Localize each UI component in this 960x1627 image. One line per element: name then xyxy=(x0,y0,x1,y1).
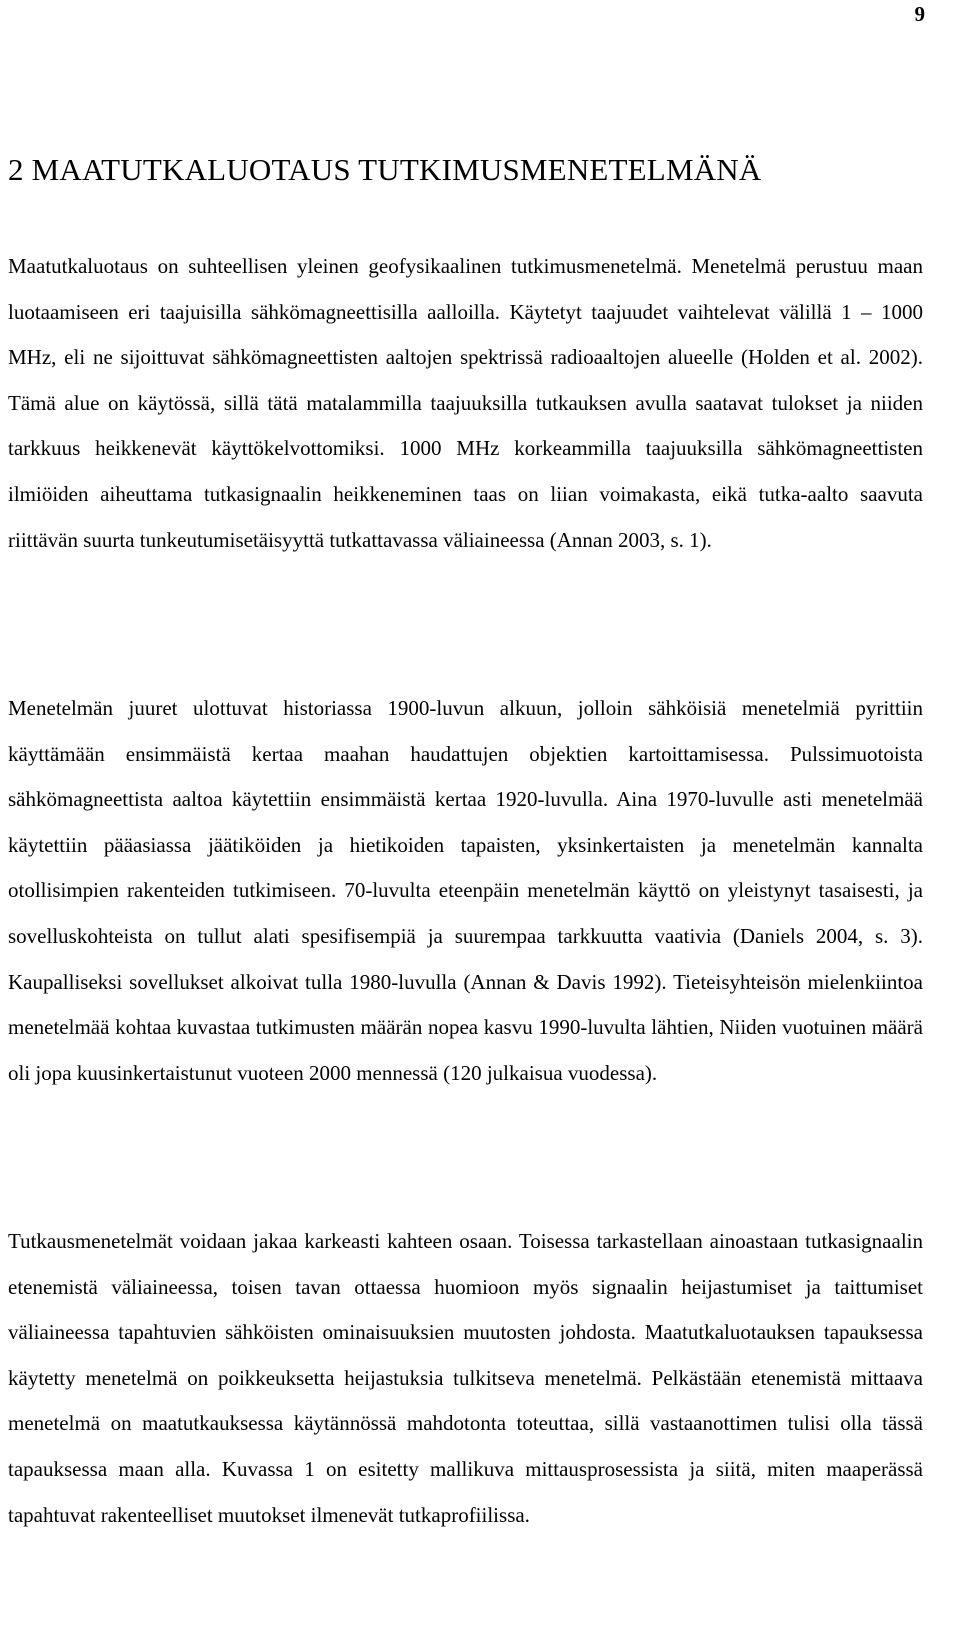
paragraph-gpr-introduction: Maatutkaluotaus on suhteellisen yleinen geofysikaalinen tutkimusmenetelmä. Menetelmä perustuu maan luotaamiseen eri taajuisilla sähkömagneettisilla aalloilla. Käytetyt taajuudet vaihtelevat välillä 1 – 1000 MHz, eli ne sijoittuvat sähkömagneettisten aaltojen spektrissä radioaaltojen alueelle (Holden et al. 2002). Tämä alue on käytössä, sillä tätä matalammilla taajuuksilla tutkauksen avulla saatavat tulokset ja niiden tarkkuus heikkenevät käyttökelvottomiksi. 1000 MHz korkeammilla taajuuksilla sähkömagneettisten ilmiöiden aiheuttama tutkasignaalin heikkeneminen taas on liian voimakasta, eikä tutka-aalto saavuta riittävän suurta tunkeutumisetäisyyttä tutkattavassa väliaineessa (Annan 2003, s. 1). xyxy=(8,254,923,552)
paragraph-gpr-history: Menetelmän juuret ulottuvat historiassa 1900-luvun alkuun, jolloin sähköisiä menetelmiä pyrittiin käyttämään ensimmäistä kertaa maahan haudattujen objektien kartoittamisessa. Pulssimuotoista sähkömagneettista aaltoa käytettiin ensimmäistä kertaa 1920-luvulla. Aina 1970-luvulle asti menetelmää käytettiin pääasiassa jäätiköiden ja hietikoiden tapaisten, yksinkertaisten ja menetelmän kannalta otollisimpien rakenteiden tutkimiseen. 70-luvulta eteenpäin menetelmän käyttö on yleistynyt tasaisesti, ja sovelluskohteista on tullut alati spesifisempiä ja suurempaa tarkkuutta vaativia (Daniels 2004, s. 3). Kaupalliseksi sovellukset alkoivat tulla 1980-luvulla (Annan & Davis 1992). Tieteisyhteisön mielenkiintoa menetelmää kohtaa kuvastaa tutkimusten määrän nopea kasvu 1990-luvulta lähtien, Niiden vuotuinen määrä oli jopa kuusinkertaistunut vuoteen 2000 mennessä (120 julkaisua vuodessa). xyxy=(8,696,923,1085)
paragraph-radar-methods: Tutkausmenetelmät voidaan jakaa karkeasti kahteen osaan. Toisessa tarkastellaan ainoastaan tutkasignaalin etenemistä väliaineessa, toisen tavan ottaessa huomioon myös signaalin heijastumiset ja taittumiset väliaineessa tapahtuvien sähköisten ominaisuuksien muutosten johdosta. Maatutkaluotauksen tapauksessa käytetty menetelmä on poikkeuksetta heijastuksia tulkitseva menetelmä. Pelkästään etenemistä mittaava menetelmä on maatutkauksessa käytännössä mahdotonta toteuttaa, sillä vastaanottimen tulisi olla tässä tapauksessa maan alla. Kuvassa 1 on esitetty mallikuva mittausprosessista ja siitä, miten maaperässä tapahtuvat rakenteelliset muutokset ilmenevät tutkaprofiilissa. xyxy=(8,1229,923,1527)
page-number: 9 xyxy=(914,2,925,26)
chapter-heading: 2 MAATUTKALUOTAUS TUTKIMUSMENETELMÄNÄ xyxy=(8,152,762,187)
